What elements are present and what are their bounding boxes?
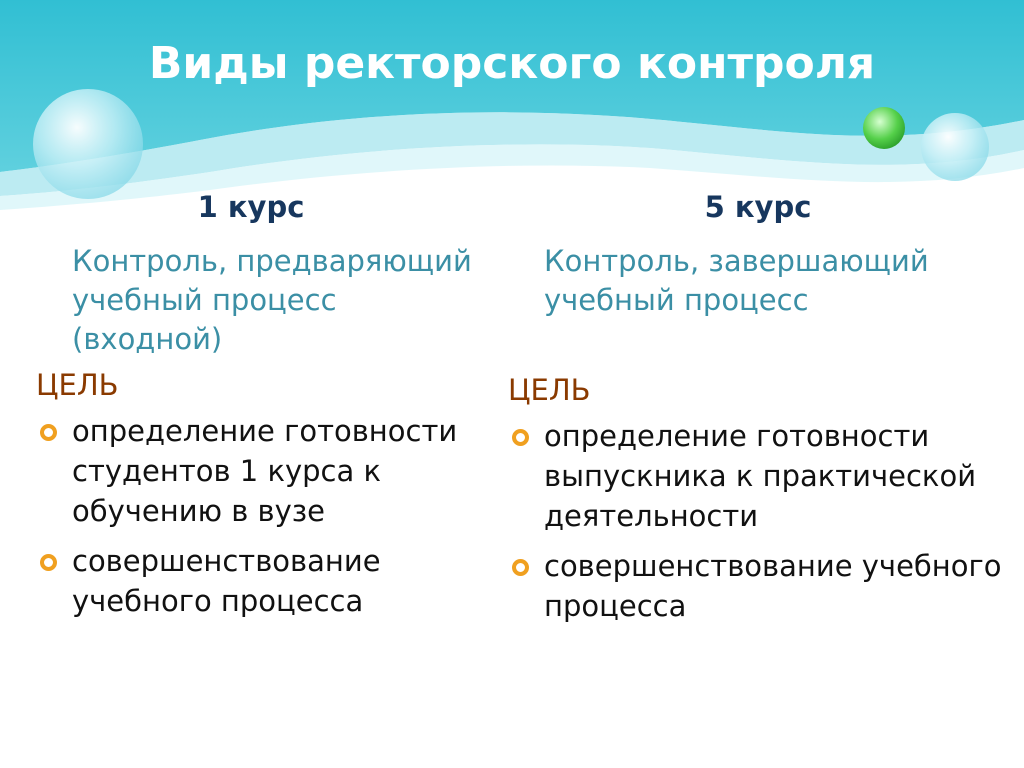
bubble-large — [33, 89, 143, 199]
course-heading-fifth: 5 курс — [704, 190, 812, 224]
ring-bullet-icon — [512, 429, 529, 446]
goal-item — [36, 541, 486, 621]
goal-item — [508, 546, 1008, 626]
goal-list-fifth — [508, 416, 1008, 626]
goal-item-text: определение готовности студентов 1 курса к обучению в вузе — [72, 414, 458, 528]
goal-item — [508, 416, 1008, 536]
control-description-fifth: Контроль, завершающий учебный процесс — [544, 244, 929, 317]
slide-title: Виды ректорского контроля — [148, 38, 876, 89]
control-description-first: Контроль, предваряющий учебный процесс (входной) — [72, 244, 472, 356]
ring-bullet-icon — [40, 424, 57, 441]
goal-item-text: совершенствование учебного процесса — [72, 544, 381, 618]
ring-bullet-icon — [40, 554, 57, 571]
bubble-green — [863, 107, 905, 149]
goal-item-text: совершенствование учебного процесса — [544, 549, 1002, 623]
goal-item — [36, 411, 486, 531]
goal-list-first — [36, 411, 486, 621]
goal-item-text: определение готовности выпускника к практической деятельности — [544, 419, 977, 533]
goal-label-fifth: ЦЕЛЬ — [508, 373, 591, 407]
goal-label-first: ЦЕЛЬ — [36, 368, 119, 402]
bubble-right — [921, 113, 989, 181]
ring-bullet-icon — [512, 559, 529, 576]
course-heading-first: 1 курс — [197, 190, 305, 224]
left-column — [36, 190, 486, 631]
right-column — [508, 190, 1008, 636]
